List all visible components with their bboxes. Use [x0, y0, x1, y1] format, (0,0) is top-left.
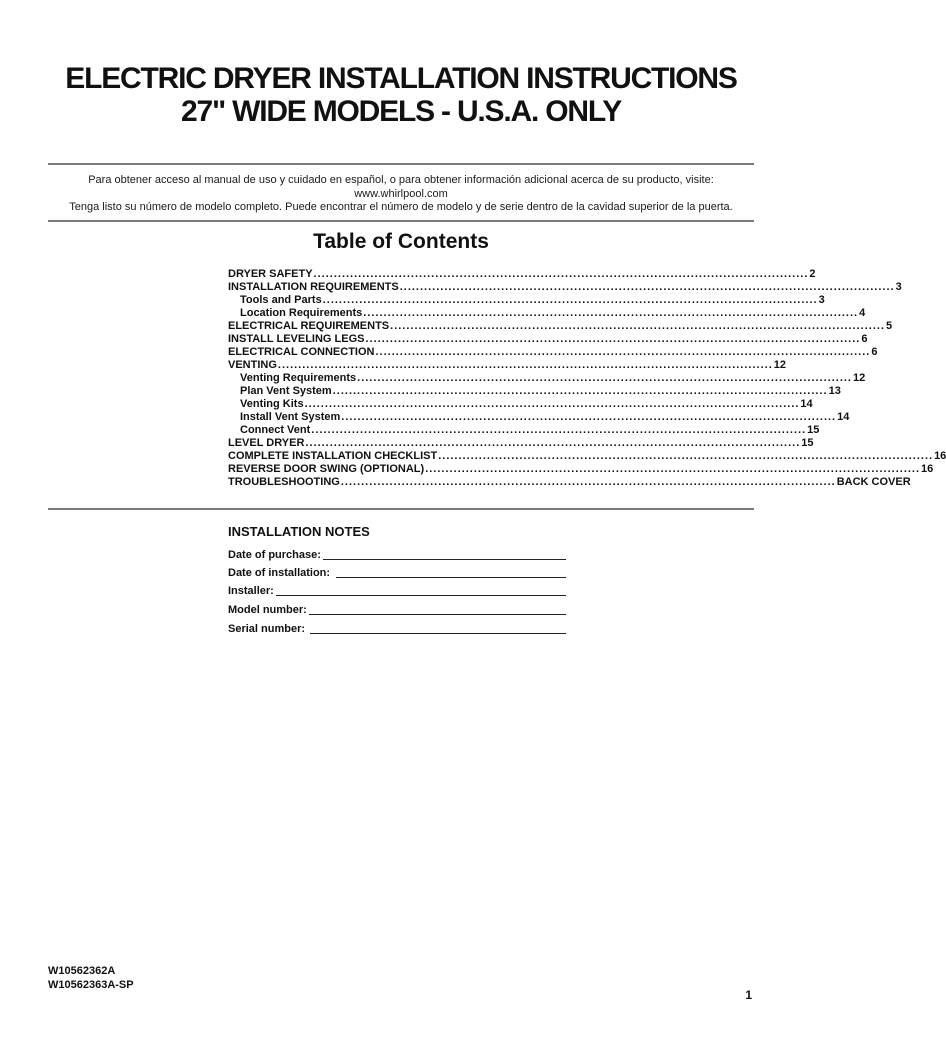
toc-entry-page: 6	[861, 333, 868, 345]
toc-entry-label: Venting Kits	[240, 398, 304, 410]
note-field-label: Installer:	[228, 585, 274, 597]
toc-entry-plan-vent-system[interactable]	[228, 385, 841, 398]
toc-entry-page: 12	[853, 372, 866, 384]
toc-entry-page: 2	[809, 268, 816, 280]
toc-entry-venting-kits[interactable]	[228, 398, 813, 411]
toc-entry-label: Venting Requirements	[240, 372, 357, 384]
note-fill-line[interactable]	[276, 585, 566, 596]
toc-entry-label: LEVEL DRYER	[228, 437, 305, 449]
toc-title: Table of Contents	[313, 230, 489, 253]
toc-entry-venting[interactable]	[228, 359, 787, 372]
toc-entry-page: 15	[801, 437, 814, 449]
note-fill-line[interactable]	[323, 549, 566, 560]
toc-entry-label: VENTING	[228, 359, 277, 371]
toc-entry-tools-and-parts[interactable]	[228, 294, 825, 307]
toc-entry-electrical-requirements[interactable]	[228, 320, 893, 333]
toc-entry-label: DRYER SAFETY	[228, 268, 313, 280]
toc-leader-dots: ..........................................................................................................................	[363, 307, 859, 319]
toc-entry-install-leveling-legs[interactable]	[228, 333, 868, 346]
toc-entry-label: ELECTRICAL CONNECTION	[228, 346, 375, 358]
installer-field[interactable]	[228, 584, 566, 598]
toc-leader-dots: ..........................................................................................................................	[438, 450, 934, 462]
toc-entry-page: 3	[895, 281, 902, 293]
divider-bottom	[48, 508, 754, 510]
toc-leader-dots: ..........................................................................................................................	[341, 411, 837, 423]
divider-middle	[48, 220, 754, 222]
table-of-contents	[228, 268, 946, 489]
toc-entry-venting-requirements[interactable]	[228, 372, 866, 385]
toc-entry-label: Connect Vent	[240, 424, 311, 436]
toc-leader-dots: ..........................................................................................................................	[365, 333, 861, 345]
toc-leader-dots: ..........................................................................................................................	[332, 385, 828, 397]
toc-entry-page: 15	[807, 424, 820, 436]
toc-entry-page: 3	[818, 294, 825, 306]
document-title-line-1: ELECTRIC DRYER INSTALLATION INSTRUCTIONS	[65, 62, 737, 95]
note-field-label: Date of purchase:	[228, 549, 321, 561]
toc-leader-dots: ..........................................................................................................................	[340, 476, 836, 488]
intro-spanish-text: Para obtener acceso al manual de uso y cuidado en español, o para obtener información adicional acerca de su producto, visite:	[88, 174, 714, 186]
toc-entry-page: BACK COVER	[836, 476, 911, 488]
note-fill-line[interactable]	[309, 604, 566, 615]
toc-entry-level-dryer[interactable]	[228, 437, 814, 450]
divider-top	[48, 163, 754, 165]
toc-entry-page: 6	[871, 346, 878, 358]
toc-entry-reverse-door-swing[interactable]	[228, 463, 934, 476]
toc-entry-label: INSTALL LEVELING LEGS	[228, 333, 365, 345]
toc-entry-page: 13	[828, 385, 841, 397]
toc-entry-label: Location Requirements	[240, 307, 363, 319]
toc-entry-page: 12	[773, 359, 787, 371]
document-number-spanish: W10562363A-SP	[48, 979, 134, 991]
toc-leader-dots: ..........................................................................................................................	[399, 281, 895, 293]
toc-leader-dots: ..........................................................................................................................	[311, 424, 807, 436]
toc-entry-label: ELECTRICAL REQUIREMENTS	[228, 320, 390, 332]
serial-number-field[interactable]	[228, 622, 566, 636]
toc-entry-page: 14	[837, 411, 850, 423]
toc-entry-page: 4	[859, 307, 866, 319]
toc-entry-page: 5	[886, 320, 893, 332]
toc-entry-location-requirements[interactable]	[228, 307, 866, 320]
toc-leader-dots: ..........................................................................................................................	[304, 398, 800, 410]
toc-entry-label: INSTALLATION REQUIREMENTS	[228, 281, 399, 293]
model-number-field[interactable]	[228, 603, 566, 617]
date-of-purchase-field[interactable]	[228, 548, 566, 562]
note-fill-line[interactable]	[310, 623, 566, 634]
toc-leader-dots: ..........................................................................................................................	[322, 294, 818, 306]
note-field-label: Model number:	[228, 604, 307, 616]
note-field-label: Date of installation:	[228, 567, 331, 579]
note-field-label: Serial number:	[228, 623, 306, 635]
toc-entry-label: TROUBLESHOOTING	[228, 476, 340, 488]
toc-entry-page: 16	[934, 450, 946, 462]
toc-leader-dots: ..........................................................................................................................	[357, 372, 852, 384]
toc-leader-dots: ..........................................................................................................................	[425, 463, 921, 475]
toc-entry-label: Tools and Parts	[240, 294, 322, 306]
toc-entry-troubleshooting[interactable]	[228, 476, 911, 489]
toc-leader-dots: ..........................................................................................................................	[390, 320, 885, 332]
toc-entry-page: 14	[800, 398, 813, 410]
toc-entry-label: Install Vent System	[240, 411, 341, 423]
toc-entry-label: Plan Vent System	[240, 385, 332, 397]
installation-notes-heading: INSTALLATION NOTES	[228, 524, 370, 539]
toc-entry-install-vent-system[interactable]	[228, 411, 850, 424]
page-number: 1	[745, 988, 752, 1002]
document-number: W10562362A	[48, 965, 116, 977]
toc-leader-dots: ..........................................................................................................................	[277, 359, 773, 371]
date-of-installation-field[interactable]	[228, 566, 566, 580]
toc-leader-dots: ..........................................................................................................................	[375, 346, 871, 358]
document-title-line-2: 27" WIDE MODELS - U.S.A. ONLY	[180, 95, 622, 128]
toc-leader-dots: ..........................................................................................................................	[313, 268, 809, 280]
toc-entry-label: COMPLETE INSTALLATION CHECKLIST	[228, 450, 438, 462]
toc-entry-electrical-connection[interactable]	[228, 346, 878, 359]
toc-entry-dryer-safety[interactable]	[228, 268, 816, 281]
toc-entry-connect-vent[interactable]	[228, 424, 820, 437]
toc-entry-page: 16	[921, 463, 934, 475]
toc-entry-installation-requirements[interactable]	[228, 281, 902, 294]
note-fill-line[interactable]	[336, 567, 566, 578]
toc-entry-complete-installation-checklist[interactable]	[228, 450, 946, 463]
toc-entry-label: REVERSE DOOR SWING (OPTIONAL)	[228, 463, 425, 475]
toc-leader-dots: ..........................................................................................................................	[305, 437, 801, 449]
intro-website-link[interactable]: www.whirlpool.com	[354, 187, 448, 200]
intro-model-number-text: Tenga listo su número de modelo completo. Puede encontrar el número de modelo y de serie dentro de la cavidad superior de la puerta.	[69, 201, 733, 213]
